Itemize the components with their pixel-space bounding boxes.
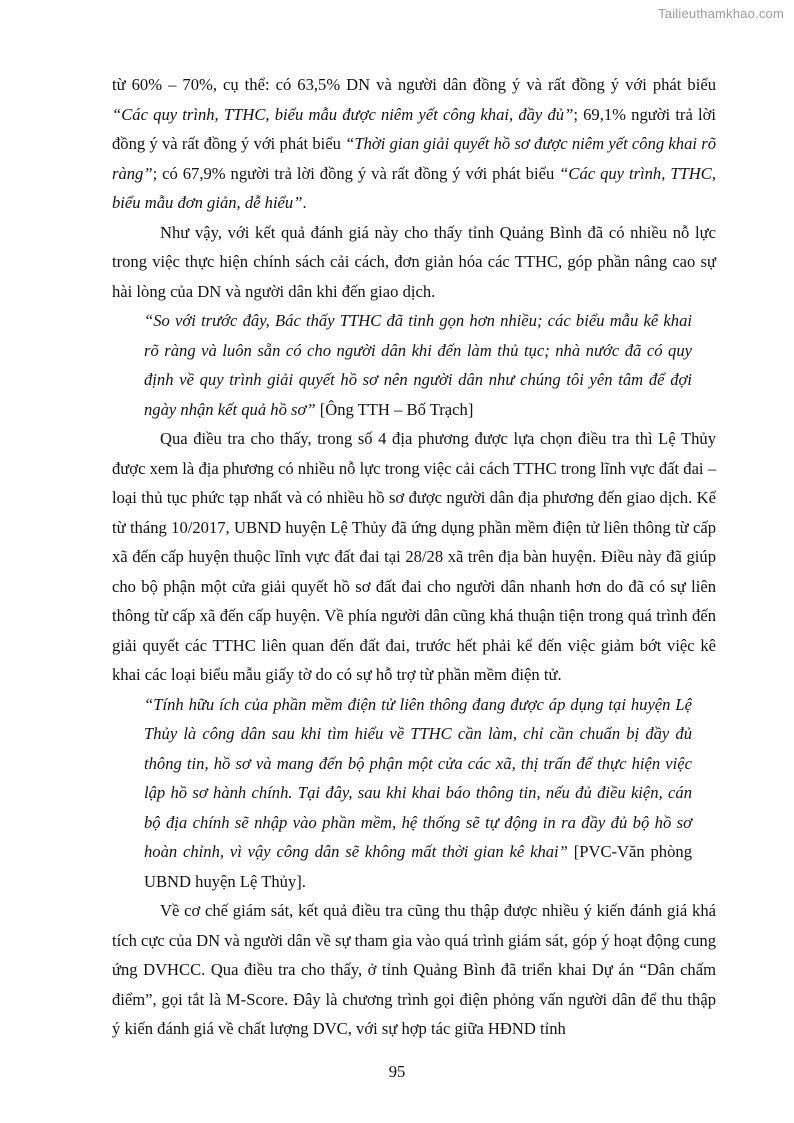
page-body: [112, 70, 716, 1044]
paragraph-1-quote-2: “Thời gian giải quyết hồ sơ được niêm yết công khai rõ ràng”: [112, 134, 716, 183]
paragraph-2: Như vậy, với kết quả đánh giá này cho thấy tỉnh Quảng Bình đã có nhiều nỗ lực trong việc thực hiện chính sách cải cách, đơn giản hóa các TTHC, góp phần nâng cao sự hài lòng của DN và người dân khi đến giao dịch.: [112, 222, 716, 301]
interview-quote-2: [144, 690, 692, 897]
interview-quote-2-text: “Tính hữu ích của phần mềm điện tử liên thông đang được áp dụng tại huyện Lệ Thủy là công dân sau khi tìm hiểu về TTHC cần làm, chỉ cần chuẩn bị đầy đủ thông tin, hồ sơ và mang đến bộ phận một cửa các xã, thị trấn để thực hiện việc lập hồ sơ hành chính. Tại đây, sau khi khai báo thông tin, nếu đủ điều kiện, cán bộ địa chính sẽ nhập vào phần mềm, hệ thống sẽ tự động in ra đầy đủ bộ hồ sơ hoàn chỉnh, vì vậy công dân sẽ không mất thời gian kê khai”: [144, 694, 692, 861]
interview-quote-1: [144, 306, 692, 424]
page-number: 95: [388, 1062, 406, 1081]
watermark-text: Tailieuthamkhao.com: [658, 6, 784, 21]
paragraph-3: Qua điều tra cho thấy, trong số 4 địa phương được lựa chọn điều tra thì Lệ Thủy được xem là địa phương có nhiều nỗ lực trong việc cải cách TTHC trong lĩnh vực đất đai – loại thủ tục phức tạp nhất và có nhiều hồ sơ được người dân địa phương đến giao dịch. Kể từ tháng 10/2017, UBND huyện Lệ Thủy đã ứng dụng phần mềm điện tử liên thông từ cấp xã đến cấp huyện thuộc lĩnh vực đất đai tại 28/28 xã trên địa bàn huyện. Điều này đã giúp cho bộ phận một cửa giải quyết hồ sơ đất đai cho người dân nhanh hơn do đã có sự liên thông từ cấp xã đến cấp huyện. Về phía người dân cũng khá thuận tiện trong quá trình đến giải quyết các TTHC liên quan đến đất đai, trước hết phải kể đến việc giảm bớt việc kê khai các loại biểu mẫu giấy tờ do có sự hỗ trợ từ phần mềm điện tử.: [112, 429, 716, 684]
paragraph-4: Về cơ chế giám sát, kết quả điều tra cũng thu thập được nhiều ý kiến đánh giá khá tích cực của DN và người dân về sự tham gia vào quá trình giám sát, góp ý hoạt động cung ứng DVHCC. Qua điều tra cho thấy, ở tỉnh Quảng Bình đã triển khai Dự án “Dân chấm điểm”, gọi tắt là M-Score. Đây là chương trình gọi điện phỏng vấn người dân để thu thập ý kiến đánh giá về chất lượng DVC, với sự hợp tác giữa HĐND tỉnh: [112, 901, 716, 1038]
paragraph-1: [112, 70, 716, 218]
paragraph-1-quote-3: “Các quy trình, TTHC, biểu mẫu đơn giản, dễ hiểu”: [112, 163, 716, 212]
paragraph-1-text-1: từ 60% – 70%, cụ thể: có 63,5% DN và người dân đồng ý và rất đồng ý với phát biểu: [112, 75, 716, 94]
interview-quote-1-text: “So với trước đây, Bác thấy TTHC đã tinh gọn hơn nhiều; các biểu mẫu kê khai rõ ràng và luôn sẵn có cho người dân khi đến làm thủ tục; nhà nước đã có quy định về quy trình giải quyết hồ sơ nên người dân như chúng tôi yên tâm để đợi ngày nhận kết quả hồ sơ”: [144, 311, 692, 419]
interview-quote-1-source: [Ông TTH – Bố Trạch]: [315, 399, 474, 419]
paragraph-1-text-2: ; 69,1% người trả lời đồng ý và rất đồng ý với phát biểu: [112, 104, 716, 153]
paragraph-1-text-4: .: [302, 193, 307, 212]
interview-quote-2-source: [PVC-Văn phòng UBND huyện Lệ Thủy].: [144, 842, 692, 891]
paragraph-1-text-3: ; có 67,9% người trả lời đồng ý và rất đồng ý với phát biểu: [152, 163, 560, 183]
paragraph-1-quote-1: “Các quy trình, TTHC, biểu mẫu được niêm yết công khai, đầy đủ”: [112, 104, 574, 124]
